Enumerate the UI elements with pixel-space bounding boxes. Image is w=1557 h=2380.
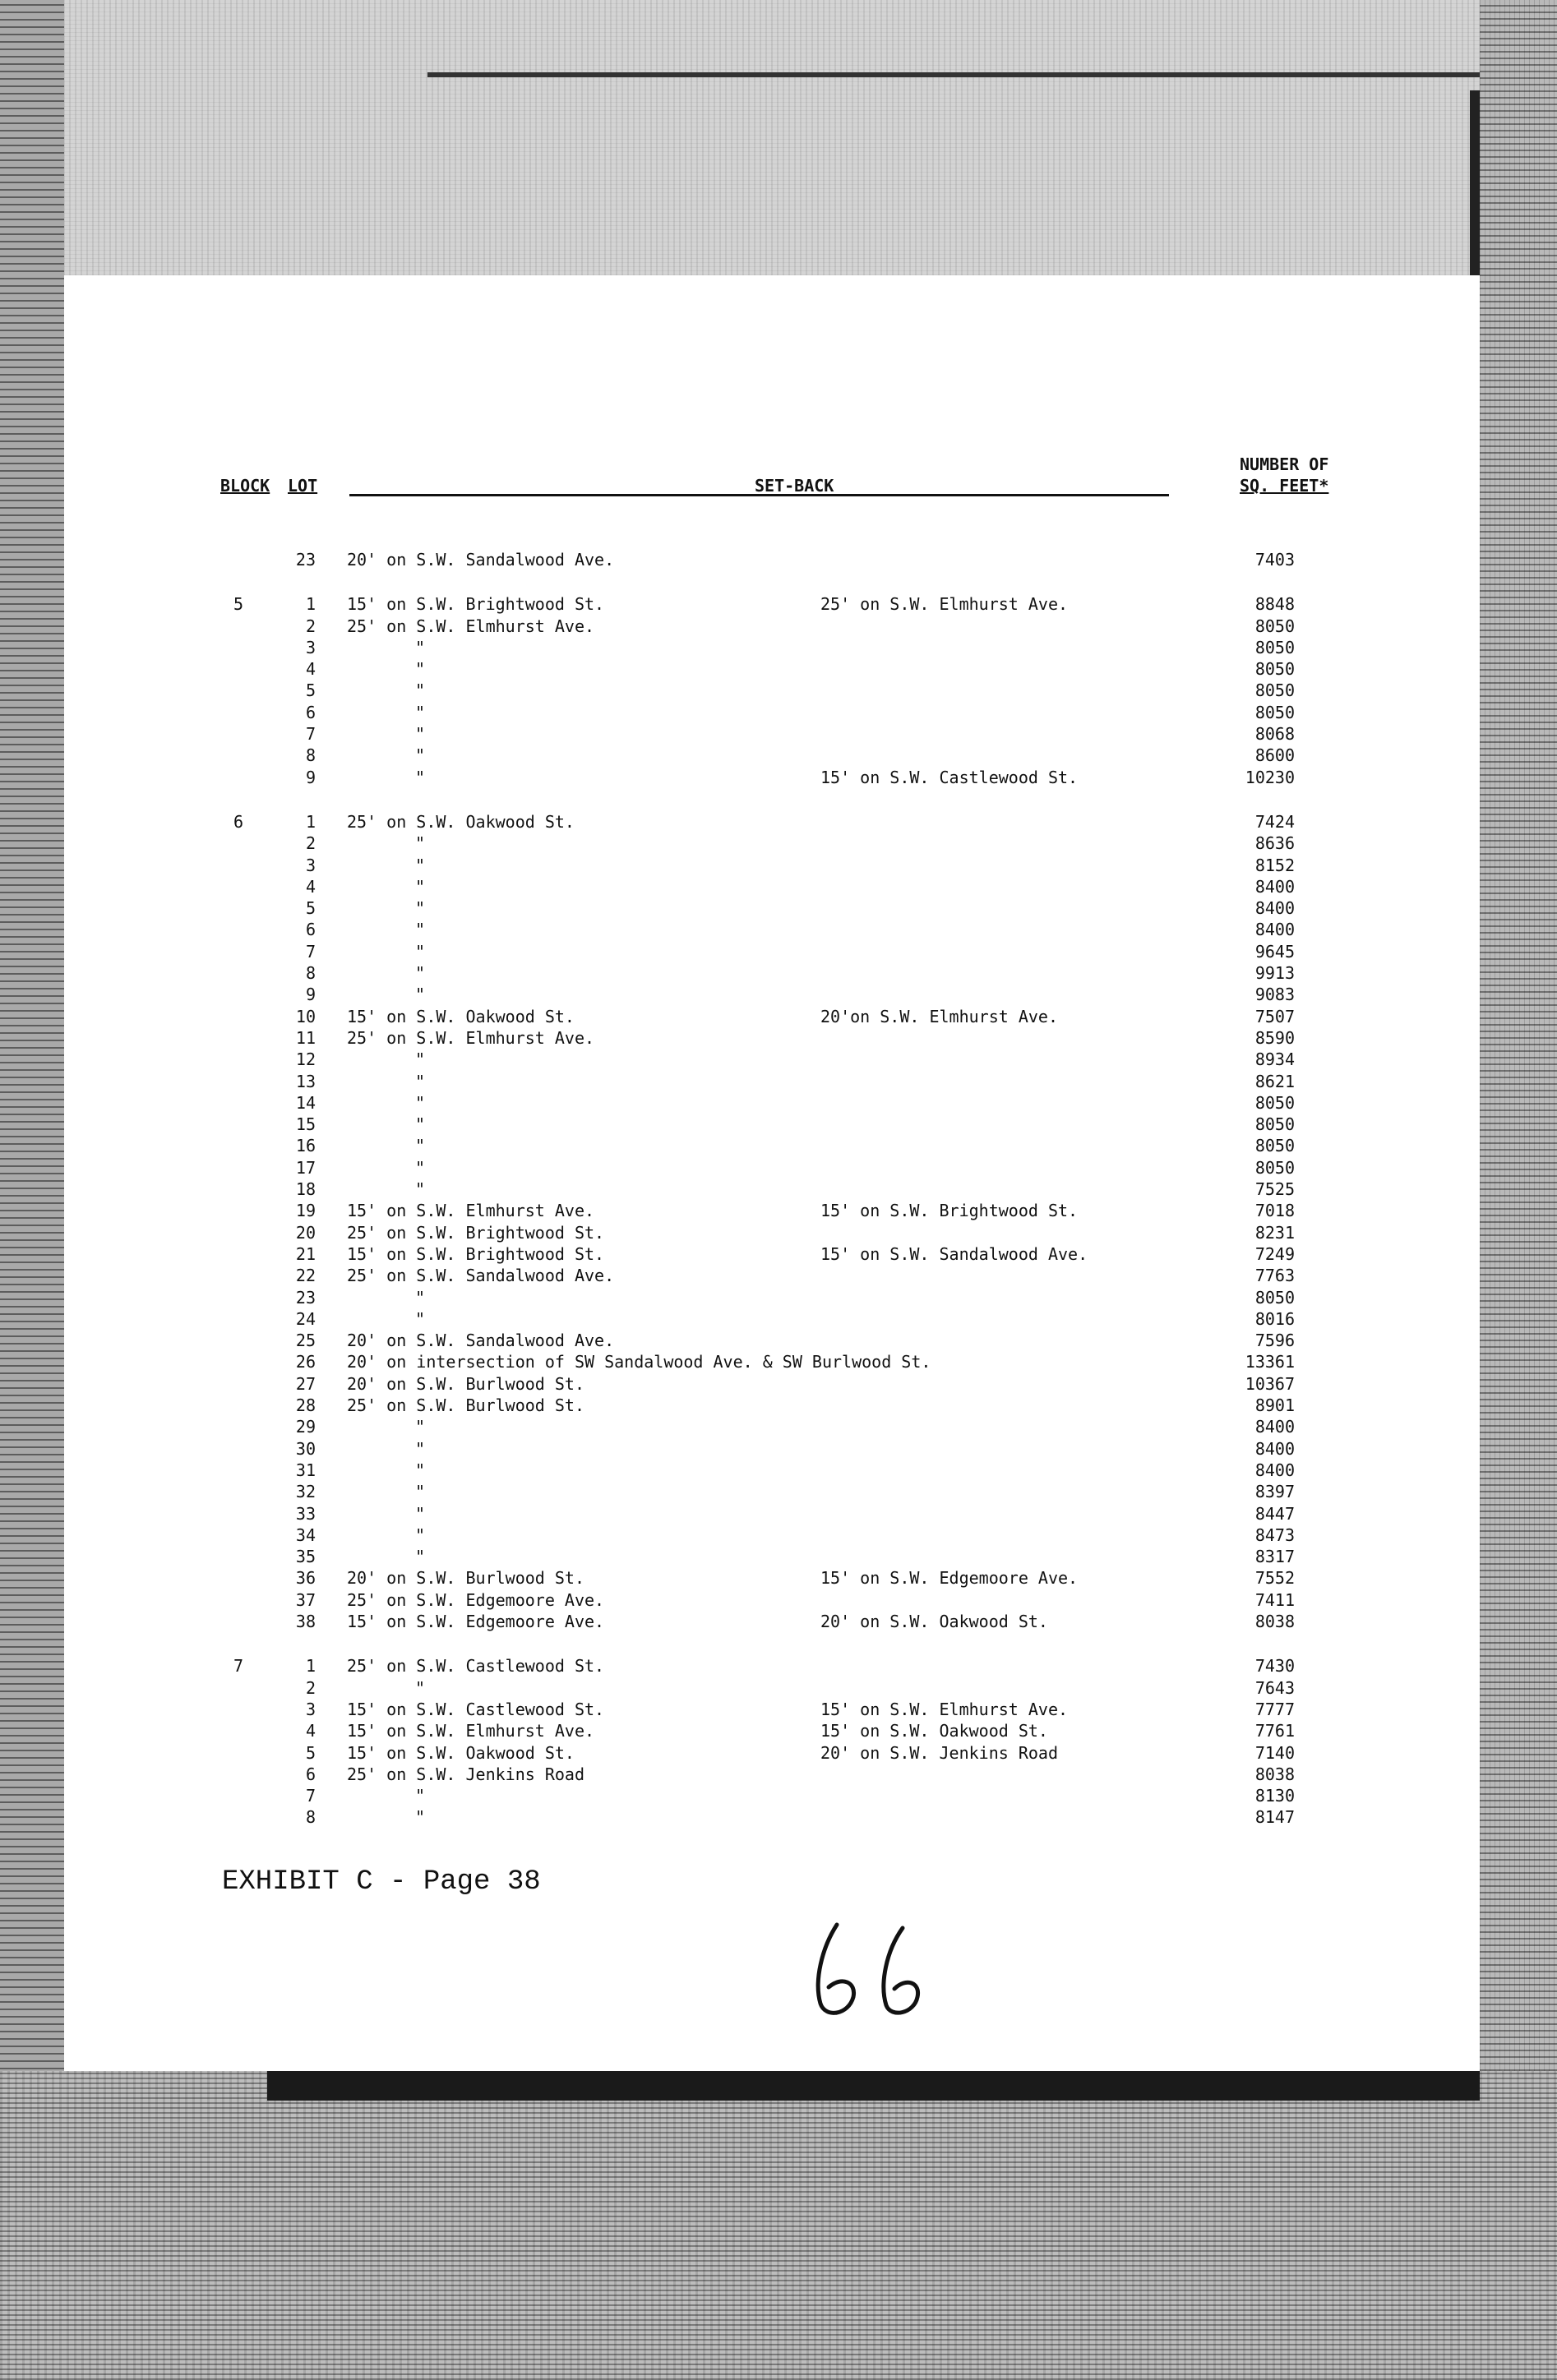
sqft-header-line2: SQ. FEET* [1240, 476, 1329, 496]
setback-cell: " [415, 1288, 426, 1308]
lot-cell: 9 [305, 768, 316, 787]
setback-cell: " [415, 1049, 426, 1069]
scan-noise-bottom [0, 2071, 1557, 2380]
lot-cell: 14 [295, 1093, 316, 1113]
setback-cell: 15' on S.W. Elmhurst Ave. [347, 1201, 595, 1220]
sqft-cell: 8050 [1254, 703, 1295, 722]
lot-cell: 5 [305, 680, 316, 700]
setback-cell: 25' on S.W. Edgemoore Ave. [347, 1590, 605, 1610]
lot-cell: 25 [295, 1331, 316, 1350]
sqft-cell: 8400 [1254, 1439, 1295, 1459]
sqft-cell: 8050 [1254, 1136, 1295, 1155]
sqft-cell: 7430 [1254, 1656, 1295, 1676]
setback-cell: " [415, 1482, 426, 1501]
block-cell: 7 [233, 1656, 243, 1676]
lot-cell: 8 [305, 1807, 316, 1827]
setback-cell: 25' on S.W. Elmhurst Ave. [347, 616, 595, 636]
sqft-cell: 9083 [1254, 985, 1295, 1004]
block-cell: 5 [233, 594, 243, 614]
lot-cell: 8 [305, 745, 316, 765]
sqft-cell: 8016 [1254, 1309, 1295, 1329]
lot-cell: 5 [305, 1743, 316, 1763]
lot-cell: 1 [305, 594, 316, 614]
sqft-cell: 8621 [1254, 1072, 1295, 1091]
lot-cell: 3 [305, 856, 316, 875]
sqft-cell: 8050 [1254, 680, 1295, 700]
setback-secondary-cell: 15' on S.W. Sandalwood Ave. [820, 1244, 1088, 1264]
sqft-cell: 8901 [1254, 1395, 1295, 1415]
lot-cell: 17 [295, 1158, 316, 1178]
setback-cell: " [415, 920, 426, 939]
sqft-cell: 7777 [1254, 1700, 1295, 1719]
setback-cell: " [415, 1504, 426, 1524]
lot-cell: 4 [305, 877, 316, 897]
sqft-cell: 8400 [1254, 877, 1295, 897]
setback-cell: " [415, 1786, 426, 1806]
setback-cell: " [415, 1678, 426, 1698]
sqft-cell: 8050 [1254, 1288, 1295, 1308]
setback-cell: " [415, 963, 426, 983]
setback-cell: " [415, 1547, 426, 1566]
sqft-cell: 7424 [1254, 812, 1295, 832]
scan-top-rule [427, 72, 1480, 77]
setback-cell: 15' on S.W. Elmhurst Ave. [347, 1721, 595, 1741]
setback-cell: 15' on S.W. Oakwood St. [347, 1007, 575, 1026]
sqft-cell: 8400 [1254, 1417, 1295, 1437]
lot-cell: 31 [295, 1460, 316, 1480]
setback-cell: " [415, 1309, 426, 1329]
lot-cell: 4 [305, 659, 316, 679]
sqft-cell: 7761 [1254, 1721, 1295, 1741]
lot-cell: 3 [305, 638, 316, 657]
sqft-cell: 7018 [1254, 1201, 1295, 1220]
setback-cell: " [415, 985, 426, 1004]
lot-cell: 18 [295, 1179, 316, 1199]
setback-cell: " [415, 1439, 426, 1459]
lot-cell: 23 [295, 1288, 316, 1308]
lot-header: LOT [288, 476, 318, 496]
sqft-cell: 8050 [1254, 616, 1295, 636]
setback-cell: " [415, 1460, 426, 1480]
sqft-cell: 7140 [1254, 1743, 1295, 1763]
setback-cell: " [415, 638, 426, 657]
sqft-cell: 8068 [1254, 724, 1295, 744]
lot-cell: 19 [295, 1201, 316, 1220]
setback-cell: " [415, 1525, 426, 1545]
setback-cell: " [415, 1114, 426, 1134]
lot-cell: 6 [305, 703, 316, 722]
sqft-cell: 8130 [1254, 1786, 1295, 1806]
sqft-cell: 8038 [1254, 1764, 1295, 1784]
setback-cell: 25' on S.W. Brightwood St. [347, 1223, 605, 1243]
setback-cell: " [415, 768, 426, 787]
setback-cell: 20' on S.W. Burlwood St. [347, 1374, 584, 1394]
lot-cell: 30 [295, 1439, 316, 1459]
scan-right-bar [1470, 90, 1480, 279]
lot-cell: 34 [295, 1525, 316, 1545]
lot-cell: 24 [295, 1309, 316, 1329]
sqft-cell: 8447 [1254, 1504, 1295, 1524]
sqft-cell: 9645 [1254, 942, 1295, 962]
sqft-cell: 10367 [1245, 1374, 1295, 1394]
sqft-cell: 8050 [1254, 1114, 1295, 1134]
setback-cell: 15' on S.W. Brightwood St. [347, 1244, 605, 1264]
sqft-cell: 10230 [1245, 768, 1295, 787]
lot-cell: 7 [305, 942, 316, 962]
setback-cell: 20' on S.W. Sandalwood Ave. [347, 550, 615, 570]
setback-cell: 25' on S.W. Elmhurst Ave. [347, 1028, 595, 1048]
setback-secondary-cell: 25' on S.W. Elmhurst Ave. [820, 594, 1069, 614]
sqft-cell: 8600 [1254, 745, 1295, 765]
lot-cell: 1 [305, 812, 316, 832]
sqft-cell: 7643 [1254, 1678, 1295, 1698]
setback-cell: " [415, 1072, 426, 1091]
sqft-cell: 8147 [1254, 1807, 1295, 1827]
lot-cell: 29 [295, 1417, 316, 1437]
setback-cell: " [415, 1417, 426, 1437]
setback-cell: 25' on S.W. Oakwood St. [347, 812, 575, 832]
lot-cell: 35 [295, 1547, 316, 1566]
sqft-cell: 8050 [1254, 638, 1295, 657]
lot-cell: 26 [295, 1352, 316, 1372]
lot-cell: 6 [305, 920, 316, 939]
setback-secondary-cell: 15' on S.W. Elmhurst Ave. [820, 1700, 1069, 1719]
setback-secondary-cell: 20'on S.W. Elmhurst Ave. [820, 1007, 1058, 1026]
setback-cell: " [415, 942, 426, 962]
sqft-cell: 8152 [1254, 856, 1295, 875]
setback-cell: 15' on S.W. Brightwood St. [347, 594, 605, 614]
setback-cell: 15' on S.W. Edgemoore Ave. [347, 1612, 605, 1631]
sqft-cell: 8050 [1254, 1093, 1295, 1113]
sqft-cell: 7411 [1254, 1590, 1295, 1610]
setback-cell: " [415, 745, 426, 765]
setback-secondary-cell: 15' on S.W. Oakwood St. [820, 1721, 1048, 1741]
sqft-cell: 8400 [1254, 1460, 1295, 1480]
lot-cell: 22 [295, 1266, 316, 1285]
setback-secondary-cell: 15' on S.W. Edgemoore Ave. [820, 1568, 1079, 1588]
lot-cell: 6 [305, 1764, 316, 1784]
handwritten-page-number [806, 1915, 954, 2022]
sqft-cell: 7552 [1254, 1568, 1295, 1588]
scan-noise-right [1480, 0, 1557, 2380]
lot-cell: 7 [305, 1786, 316, 1806]
setback-cell: " [415, 724, 426, 744]
lot-cell: 7 [305, 724, 316, 744]
lot-cell: 2 [305, 833, 316, 853]
lot-cell: 13 [295, 1072, 316, 1091]
setback-cell: " [415, 898, 426, 918]
sqft-cell: 7525 [1254, 1179, 1295, 1199]
setback-cell: 25' on S.W. Jenkins Road [347, 1764, 584, 1784]
setback-secondary-cell: 15' on S.W. Brightwood St. [820, 1201, 1079, 1220]
sqft-cell: 8231 [1254, 1223, 1295, 1243]
setback-cell: 20' on S.W. Burlwood St. [347, 1568, 584, 1588]
sqft-cell: 8317 [1254, 1547, 1295, 1566]
exhibit-label: EXHIBIT C - Page 38 [222, 1866, 541, 1898]
sqft-cell: 8590 [1254, 1028, 1295, 1048]
lot-cell: 9 [305, 985, 316, 1004]
block-header: BLOCK [220, 476, 270, 496]
lot-cell: 2 [305, 1678, 316, 1698]
scan-bottom-bar [267, 2071, 1480, 2101]
lot-cell: 16 [295, 1136, 316, 1155]
sqft-cell: 8050 [1254, 1158, 1295, 1178]
setback-cell: " [415, 680, 426, 700]
sqft-cell: 8848 [1254, 594, 1295, 614]
sqft-cell: 7763 [1254, 1266, 1295, 1285]
setback-cell: 25' on S.W. Burlwood St. [347, 1395, 584, 1415]
lot-cell: 10 [295, 1007, 316, 1026]
sqft-cell: 7403 [1254, 550, 1295, 570]
sqft-cell: 8400 [1254, 920, 1295, 939]
setback-secondary-cell: 20' on S.W. Oakwood St. [820, 1612, 1048, 1631]
sqft-cell: 8934 [1254, 1049, 1295, 1069]
setback-cell: " [415, 1136, 426, 1155]
lot-cell: 27 [295, 1374, 316, 1394]
lot-cell: 2 [305, 616, 316, 636]
setback-cell: " [415, 1093, 426, 1113]
lot-cell: 28 [295, 1395, 316, 1415]
setback-cell: 20' on S.W. Sandalwood Ave. [347, 1331, 615, 1350]
lot-cell: 23 [295, 550, 316, 570]
lot-cell: 38 [295, 1612, 316, 1631]
sqft-cell: 8400 [1254, 898, 1295, 918]
sqft-cell: 7507 [1254, 1007, 1295, 1026]
sqft-cell: 8050 [1254, 659, 1295, 679]
scan-noise-left [0, 0, 64, 2380]
lot-cell: 8 [305, 963, 316, 983]
lot-cell: 11 [295, 1028, 316, 1048]
sqft-cell: 8038 [1254, 1612, 1295, 1631]
setback-cell: 20' on intersection of SW Sandalwood Ave. & SW Burlwood St. [347, 1352, 931, 1372]
lot-cell: 1 [305, 1656, 316, 1676]
setback-cell: " [415, 833, 426, 853]
sqft-cell: 7249 [1254, 1244, 1295, 1264]
sqft-cell: 13361 [1245, 1352, 1295, 1372]
sqft-cell: 8397 [1254, 1482, 1295, 1501]
lot-cell: 21 [295, 1244, 316, 1264]
setback-cell: " [415, 877, 426, 897]
lot-cell: 37 [295, 1590, 316, 1610]
scan-noise-top [0, 0, 1557, 279]
setback-cell: 15' on S.W. Oakwood St. [347, 1743, 575, 1763]
lot-cell: 12 [295, 1049, 316, 1069]
setback-header: SET-BACK [755, 476, 834, 496]
setback-cell: " [415, 1158, 426, 1178]
setback-cell: 25' on S.W. Castlewood St. [347, 1656, 605, 1676]
setback-cell: " [415, 703, 426, 722]
sqft-cell: 8473 [1254, 1525, 1295, 1545]
sqft-cell: 9913 [1254, 963, 1295, 983]
setback-cell: " [415, 1807, 426, 1827]
sqft-cell: 8636 [1254, 833, 1295, 853]
setback-cell: 25' on S.W. Sandalwood Ave. [347, 1266, 615, 1285]
lot-cell: 5 [305, 898, 316, 918]
lot-cell: 33 [295, 1504, 316, 1524]
lot-cell: 32 [295, 1482, 316, 1501]
lot-cell: 15 [295, 1114, 316, 1134]
sqft-cell: 7596 [1254, 1331, 1295, 1350]
setback-cell: 15' on S.W. Castlewood St. [347, 1700, 605, 1719]
setback-cell: " [415, 856, 426, 875]
lot-cell: 36 [295, 1568, 316, 1588]
lot-cell: 4 [305, 1721, 316, 1741]
setback-secondary-cell: 20' on S.W. Jenkins Road [820, 1743, 1058, 1763]
block-cell: 6 [233, 812, 243, 832]
setback-secondary-cell: 15' on S.W. Castlewood St. [820, 768, 1079, 787]
sqft-header-line1: NUMBER OF [1240, 454, 1329, 474]
lot-cell: 3 [305, 1700, 316, 1719]
lot-cell: 20 [295, 1223, 316, 1243]
setback-cell: " [415, 1179, 426, 1199]
setback-cell: " [415, 659, 426, 679]
